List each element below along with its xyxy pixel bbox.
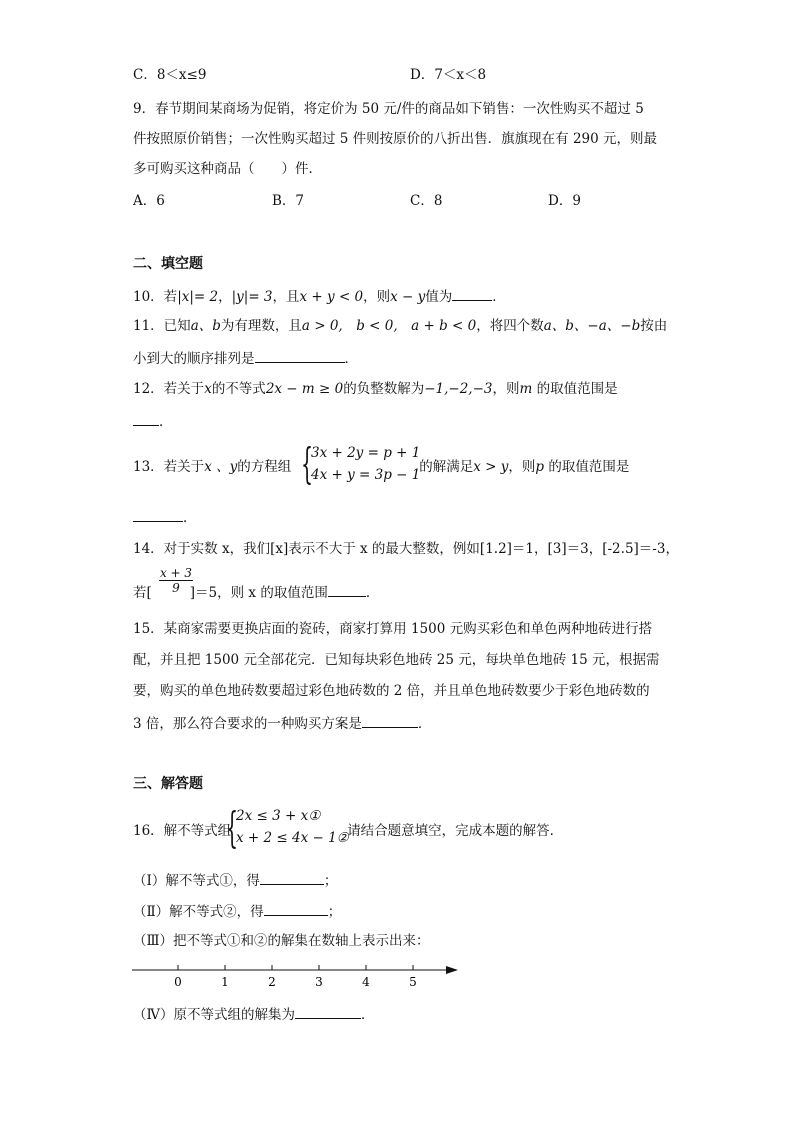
q16-step2 (133, 901, 341, 921)
q9-line1: 9．春节期间某商场为促销，将定价为 50 元/件的商品如下销售：一次性购买不超过 5 (133, 101, 644, 117)
q9-line2: 件按照原价销售；一次性购买超过 5 件则按原价的八折出售．旗旗现在有 290 元，则最 (133, 131, 658, 147)
q10-mid: ，且 (272, 289, 300, 305)
q16-pre: 16．解不等式组 (133, 823, 232, 839)
q12-inequality: 2x − m ≥ 0 (265, 381, 344, 397)
q14-numerator: x + 3 (159, 566, 193, 580)
q16-end: ． (361, 1007, 375, 1023)
q11-answer-blank[interactable] (255, 348, 345, 363)
q13-end: ． (183, 510, 197, 526)
number-line-tick-label: 1 (221, 975, 229, 989)
q11-mid1: 为有理数，且 (220, 318, 302, 334)
q16-post: 请结合题意填空，完成本题的解答． (347, 823, 564, 839)
section-heading-fill-blank: 二、填空题 (133, 256, 203, 272)
q11-end: ． (344, 351, 358, 367)
q12-mid3: ，则 (492, 381, 520, 397)
number-line (128, 958, 468, 992)
q9-option-c: C．8 (410, 193, 443, 209)
q12-m: m (519, 381, 533, 397)
option-c-q8: C．8＜x≤9 (133, 67, 207, 83)
q15-line4 (133, 713, 431, 733)
q13-xy: x 、y (204, 459, 238, 475)
q11-ab: a、b (190, 318, 221, 334)
q11-mid2: ，将四个数 (476, 318, 544, 334)
q14-line1: 14．对于实数 x，我们[x]表示不大于 x 的最大整数，例如[1.2]＝1，[3]＝3，[-2.5]＝-3， (133, 541, 679, 557)
q16-step3: （Ⅲ）把不等式①和②的解集在数轴上表示出来： (133, 933, 430, 949)
q15-end: ． (417, 716, 432, 732)
number-line-tick-label: 4 (362, 975, 370, 989)
section-heading-solve: 三、解答题 (133, 776, 203, 792)
q12-mid2: 的负整数解为 (343, 381, 425, 397)
q11-numbers: a、b、−a、−b (543, 318, 641, 334)
q13-post3: 的取值范围是 (544, 459, 630, 475)
q12-end: ． (159, 414, 173, 430)
q13-line2 (133, 507, 197, 527)
number-line-tick-label: 5 (409, 975, 417, 989)
q10-then: ，则 (363, 289, 391, 305)
q16-step1-text: （Ⅰ）解不等式①，得 (133, 873, 260, 889)
q15-line1: 15．某商家需要更换店面的瓷砖，商家打算用 1500 元购买彩色和单色两种地砖进行搭 (133, 621, 653, 637)
q14-denominator: 9 (159, 580, 193, 595)
q13-condition: x > y (473, 459, 509, 475)
q10-abs-x: |x|= 2 (177, 289, 219, 305)
q13-post2: ，则 (508, 459, 536, 475)
q16-system-brace: { (226, 803, 239, 852)
q11-post: 按由 (640, 318, 668, 334)
q16-step4-blank[interactable] (295, 1004, 361, 1019)
q13-system-brace: { (301, 439, 314, 488)
q12-pre: 12．若关于 (133, 381, 205, 397)
q16-step2-text: （Ⅱ）解不等式②，得 (133, 904, 264, 920)
q16-step2-semicolon: ； (327, 904, 342, 920)
q14-fraction (159, 566, 193, 595)
q12-solutions: −1,−2,−3 (424, 381, 493, 397)
q10-pre: 10．若 (133, 289, 178, 305)
q15-line4-text: 3 倍，那么符合要求的一种购买方案是 (133, 716, 362, 732)
q14-end: ． (365, 585, 380, 601)
q12-x: x (204, 381, 212, 397)
q14-post: ]＝5，则 x 的取值范围 (189, 585, 328, 601)
q15-line2: 配，并且把 1500 元全部花完．已知每块彩色地砖 25 元，每块单色地砖 15 元，根据需 (133, 652, 660, 668)
q11-pre: 11．已知 (133, 318, 191, 334)
q15-answer-blank[interactable] (362, 713, 418, 728)
q13-post1: 的解满足 (419, 459, 474, 475)
q10-answer-blank[interactable] (452, 286, 492, 301)
q9-option-b: B．7 (272, 193, 305, 209)
q16-inequality-1: 2x ≤ 3 + x① (236, 808, 321, 824)
q12-mid1: 的不等式 (211, 381, 266, 397)
number-line-tick-label: 3 (315, 975, 323, 989)
q10-condition: x + y < 0 (299, 289, 364, 305)
q12-line2 (133, 411, 173, 431)
q9-option-a: A．6 (133, 193, 165, 209)
q11-line2-text: 小到大的顺序排列是 (133, 351, 255, 367)
q16-step4 (133, 1004, 375, 1024)
q9-line3: 多可购买这种商品（ ）件． (133, 161, 322, 177)
q10-post: 值为 (425, 289, 453, 305)
q11-line1 (133, 317, 667, 335)
q16-step4-text: （Ⅳ）原不等式组的解集为 (133, 1007, 295, 1023)
q13-p: p (535, 459, 545, 475)
q13-equation-1: 3x + 2y = p + 1 (311, 445, 421, 461)
q13-pre: 13．若关于 (133, 459, 205, 475)
q12-answer-blank[interactable] (133, 411, 159, 426)
q15-line3: 要，购买的单色地砖数要超过彩色地砖数的 2 倍，并且单色地砖数要少于彩色地砖数的 (133, 683, 650, 699)
q13-mid: 的方程组 (237, 459, 292, 475)
number-line-tick-label: 2 (268, 975, 276, 989)
q10-sep: ， (218, 289, 232, 305)
option-d-q8: D．7＜x＜8 (410, 67, 487, 83)
q16-step1 (133, 870, 337, 890)
number-line-tick-label: 0 (174, 975, 182, 989)
q12-line1 (133, 380, 618, 398)
q12-post: 的取值范围是 (532, 381, 618, 397)
q13-answer-blank[interactable] (133, 507, 183, 522)
q16-inequality-2: x + 2 ≤ 4x − 1② (236, 830, 349, 846)
q13-equation-2: 4x + y = 3p − 1 (311, 467, 421, 483)
q16-step1-semicolon: ； (323, 873, 338, 889)
q11-line2 (133, 348, 358, 368)
q10 (133, 286, 506, 306)
q14-pre: 若[ (133, 585, 152, 601)
number-line-arrow-icon (446, 966, 458, 974)
q10-abs-y: |y|= 3 (231, 289, 273, 305)
q14-answer-blank[interactable] (328, 582, 366, 597)
q11-condition: a > 0, b < 0, a + b < 0 (301, 318, 477, 334)
q10-end: ． (492, 289, 506, 305)
q16-step1-blank[interactable] (260, 870, 324, 885)
q10-expression: x − y (390, 289, 426, 305)
q9-option-d: D．9 (548, 193, 581, 209)
q16-step2-blank[interactable] (264, 901, 328, 916)
